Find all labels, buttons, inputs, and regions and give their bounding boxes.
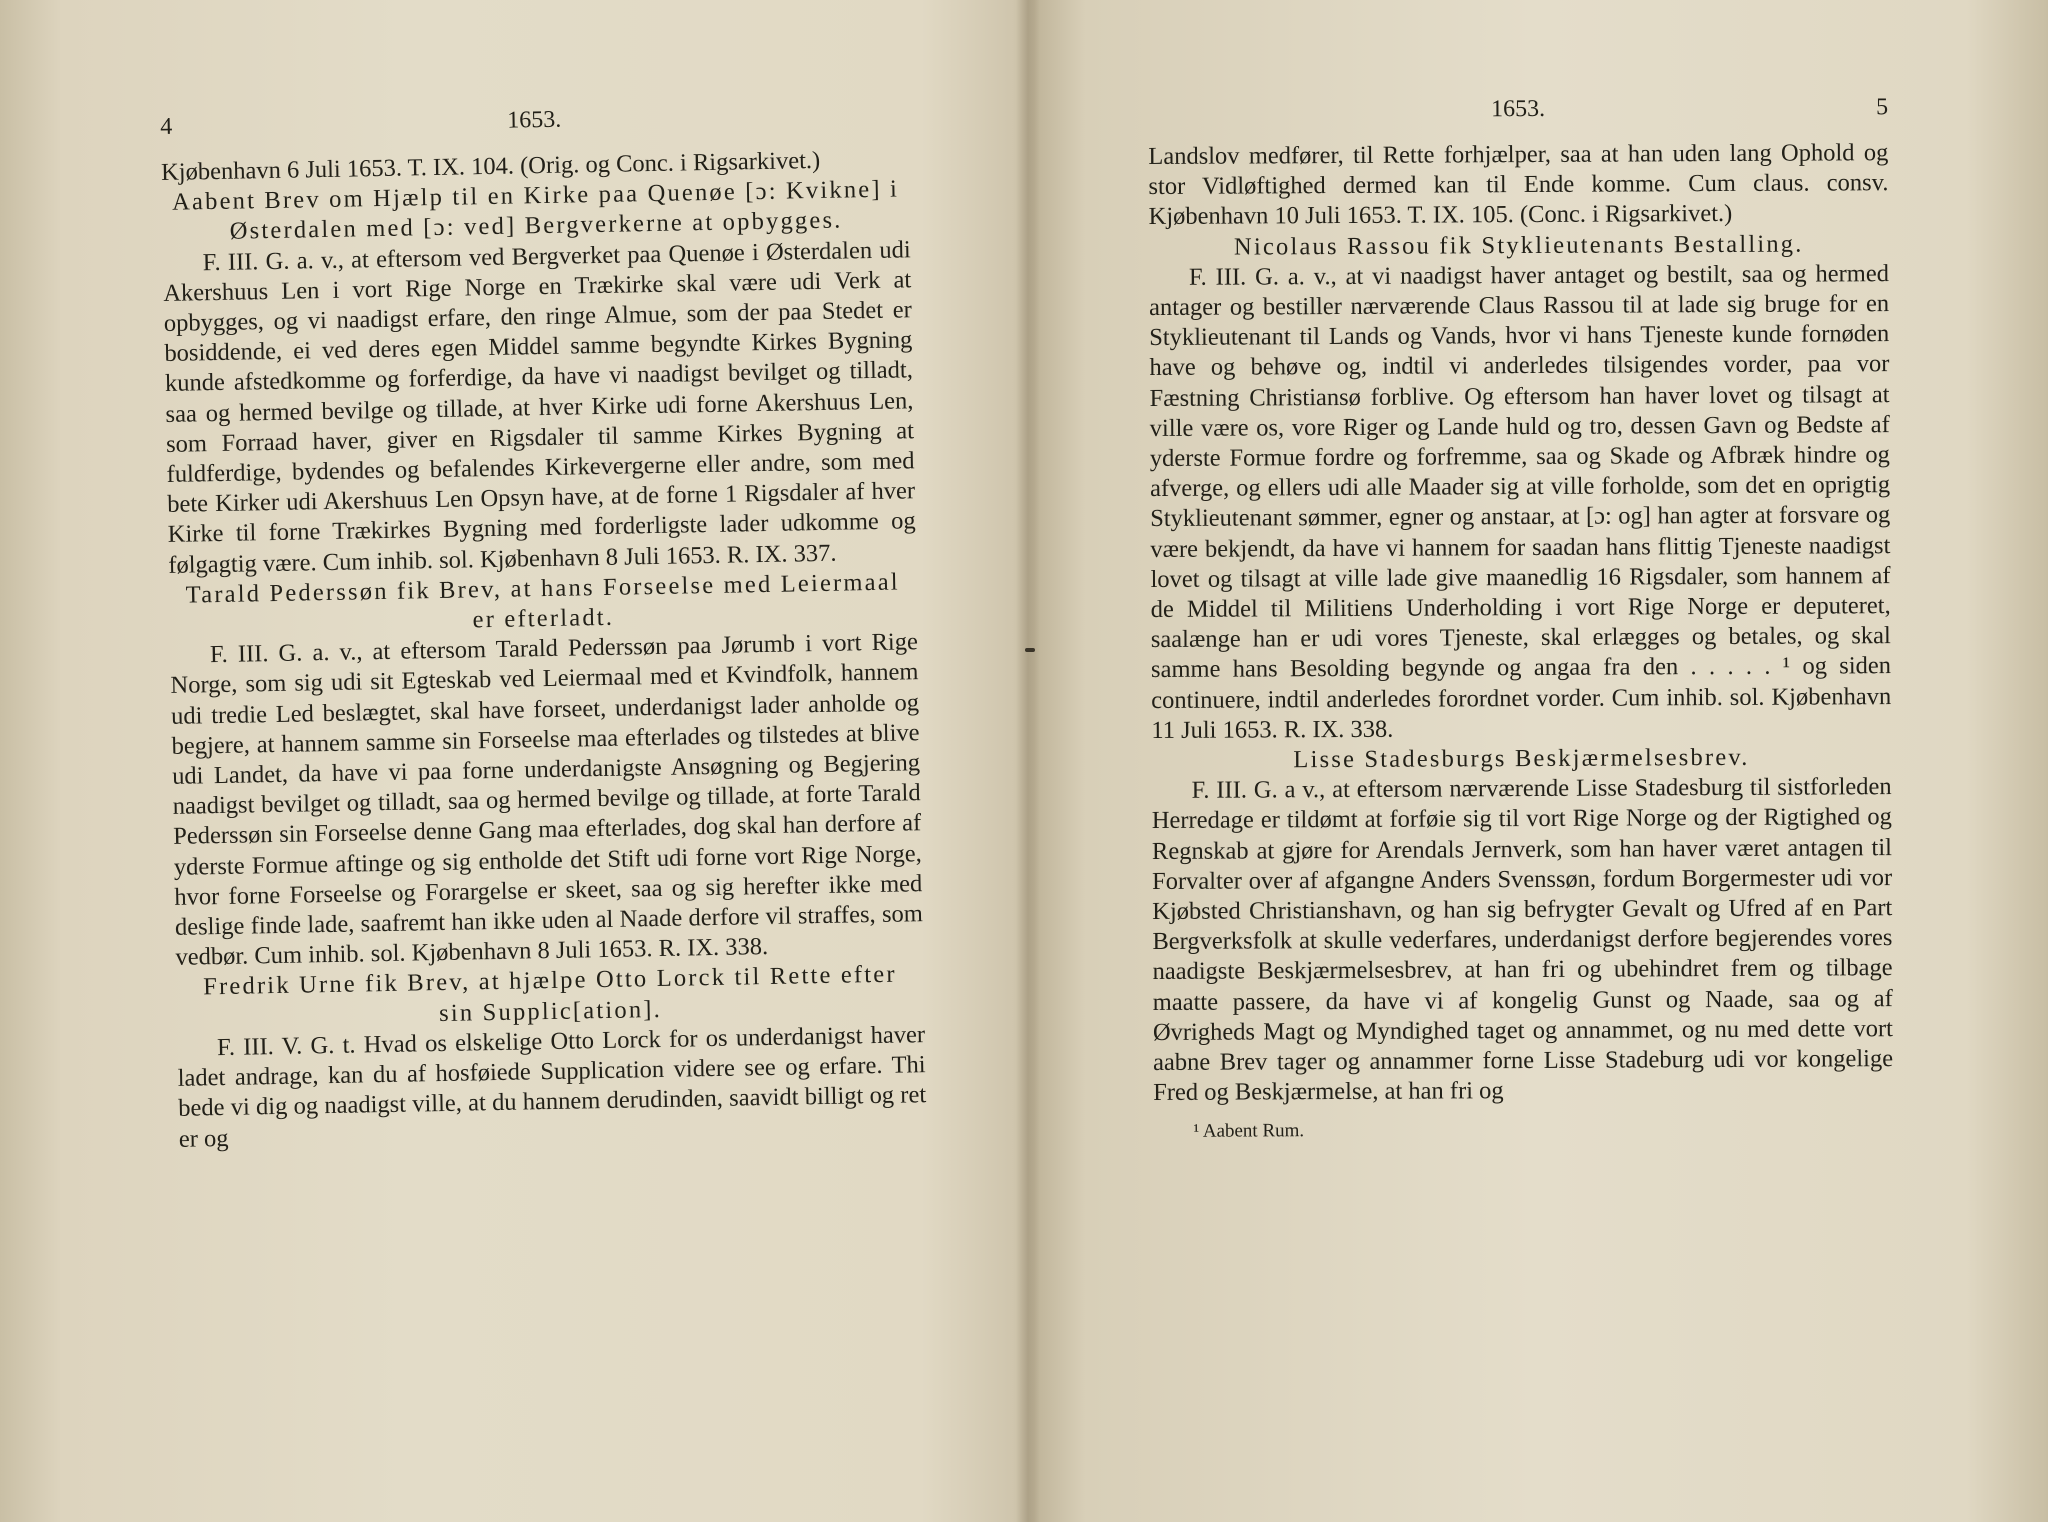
page-number: 4 xyxy=(160,113,173,140)
right-page xyxy=(1148,92,1893,1144)
entry-body: F. III. G. a. v., at eftersom Tarald Pederssøn paa Jørumb i vort Rige Norge, som sig udi sit Egteskab ved Leiermaal med et Kvindfolk, hannem udi tredie Led beslægtet, skal have forseet, underdanigst lader anholde og begjere, at hannem samme sin Forseelse maa efterlades og tilstedes at blive udi Landet, da have vi paa forne underdanigste Ansøgning og Begjering naadigst bevilget og tilladt, saa og hermed bevilge og tillade, at forte Tarald Pederssøn sin Forseelse denne Gang maa efterlades, dog skal han derfore af yderste Formue aftinge og sig entholde det Stift udi forne vort Rige Norge, hvor forne Forseelse og Forargelse er skeet, saa og sig herefter ikke med deslige finde lade, saafremt han ikke uden al Naade derfore vil straffes, som vedbør. Cum inhib. sol. Kjøbenhavn 8 Juli 1653. R. IX. 338. xyxy=(170,628,924,972)
opening-text: Kjøbenhavn 6 Juli 1653. T. IX. 104. (Orig. og Conc. i Rigsarkivet.) xyxy=(160,146,821,186)
entry-title: Fredrik Urne fik Brev, at hjælpe Otto Lorck til Rette efter sin Supplic[ation]. xyxy=(203,961,897,1027)
entry-body: F. III. V. G. t. Hvad os elskelige Otto Lorck for os underdanigst haver ladet andrage, kan du af hosføiede Supplication videre see og erfare. Thi bede vi dig og naadigst ville, at du hannem derudinden, saavidt billigt og ret er og xyxy=(177,1021,927,1153)
running-head-year: 1653. xyxy=(1491,95,1546,123)
continuation-text: Landslov medfører, til Rette forhjælper, saa at han uden lang Ophold og stor Vidløftighed dermed kan til Ende komme. Cum claus. consv. Kjøbenhavn 10 Juli 1653. T. IX. 105. (Conc. i Rigsarkivet.) xyxy=(1148,139,1889,231)
entry-title: Nicolaus Rassou fik Styklieutenants Bestalling. xyxy=(1233,230,1804,261)
running-head-year: 1653. xyxy=(506,106,562,134)
entry-body: F. III. G. a. v., at eftersom ved Bergverket paa Quenøe i Østerdalen udi Akershuus Len i vort Rige Norge en Trækirke skal være udi Verk at opbygges, og vi naadigst erfare, den ringe Almue, som der paa Stedet er bosiddende, ei ved deres egen Middel samme begyndte Kirkes Bygning kunde afstedkomme og forferdige, da have vi naadigst bevilget og tilladt, saa og hermed bevilge og tillade, at hver Kirke udi forne Akershuus Len, som Forraad haver, giver en Rigsdaler til samme Kirkes Bygning at fuldferdige, bydendes og befalendes Kirkevergerne eller andre, som med bete Kirker udi Akershuus Len Opsyn have, at de forne 1 Rigsdaler af hver Kirke til forne Trækirkes Bygning med forderligste lader udkomme og følgagtig være. Cum inhib. sol. Kjøbenhavn 8 Juli 1653. R. IX. 337. xyxy=(163,235,916,579)
right-page-header xyxy=(1148,92,1888,142)
entry-body: F. III. G. a. v., at vi naadigst haver antaget og bestilt, saa og hermed antager og bestiller nærværende Claus Rassou til at lade sig bruge for en Styklieutenant til Lands og Vands, hvor vi hans Tjeneste kunde fornøden have og behøve og, indtil vi anderledes tilsigendes vorder, paa vor Fæstning Christiansø forblive. Og eftersom han haver lovet og tilsagt at ville være os, vore Riger og Lande huld og tro, dessen Gavn og Bedste af yderste Formue fordre og forfremme, saa og Skade og Afbræk hindre og afverge, og ellers udi alle Maader sig at ville forholde, som det en oprigtig Styklieutenant sømmer, egner og anstaar, at [ɔ: og] han agter at forsvare og være bekjendt, da have vi hannem for saadan hans flittig Tjeneste naadigst lovet og tilsagt at ville lade give maanedlig 16 Rigsdaler, som hannem af de Middel til Militiens Underholding i vort Rige Norge er deputeret, saalænge han er udi vores Tjeneste, skal erlægges og betales, og skal samme hans Besolding begynde og angaa fra den . . . . . ¹ og siden continuere, indtil anderledes forordnet vorder. Cum inhib. sol. Kjøbenhavn 11 Juli 1653. R. IX. 338. xyxy=(1149,259,1892,744)
gutter-mark xyxy=(1025,648,1035,652)
book-gutter xyxy=(1016,0,1040,1522)
entry-title: Tarald Pederssøn fik Brev, at hans Forseelse med Leiermaal er efterladt. xyxy=(185,568,901,634)
entry-body: F. III. G. a v., at eftersom nærværende Lisse Stadesburg til sistforleden Herredage er tildømt at forføie sig til vort Rige Norge og der Rigtighed og Regnskab at gjøre for Arendals Jernverk, som han haver været antagen til Forvalter over af afgangne Anders Svenssøn, fordum Borgermester udi vor Kjøbsted Christianshavn, og han sig befrygter Gevalt og Ufred af en Part Bergverksfolk at skulle vederfares, underdanigst derfore begjerendes vores naadigste Beskjærmelsesbrev, at han fri og ubehindret frem og tilbage maatte passere, da have vi af kongelig Gunst og Naade, saa og af Øvrigheds Magt og Myndighed taget og annammet, og nu med dette vort aabne Brev tager og annammer forne Lisse Stadeburg udi vor kongelige Fred og Beskjærmelse, at han fri og xyxy=(1151,773,1894,1107)
entry-title: Lisse Stadesburgs Beskjærmelsesbrev. xyxy=(1293,743,1750,774)
entry-title: Aabent Brev om Hjælp til en Kirke paa Quenøe [ɔ: Kvikne] i Østerdalen med [ɔ: ved] Bergverkerne at opbygges. xyxy=(171,175,900,246)
left-page xyxy=(160,98,927,1154)
footnote: ¹ Aabent Rum. xyxy=(1193,1119,1305,1142)
page-number: 5 xyxy=(1876,94,1889,121)
